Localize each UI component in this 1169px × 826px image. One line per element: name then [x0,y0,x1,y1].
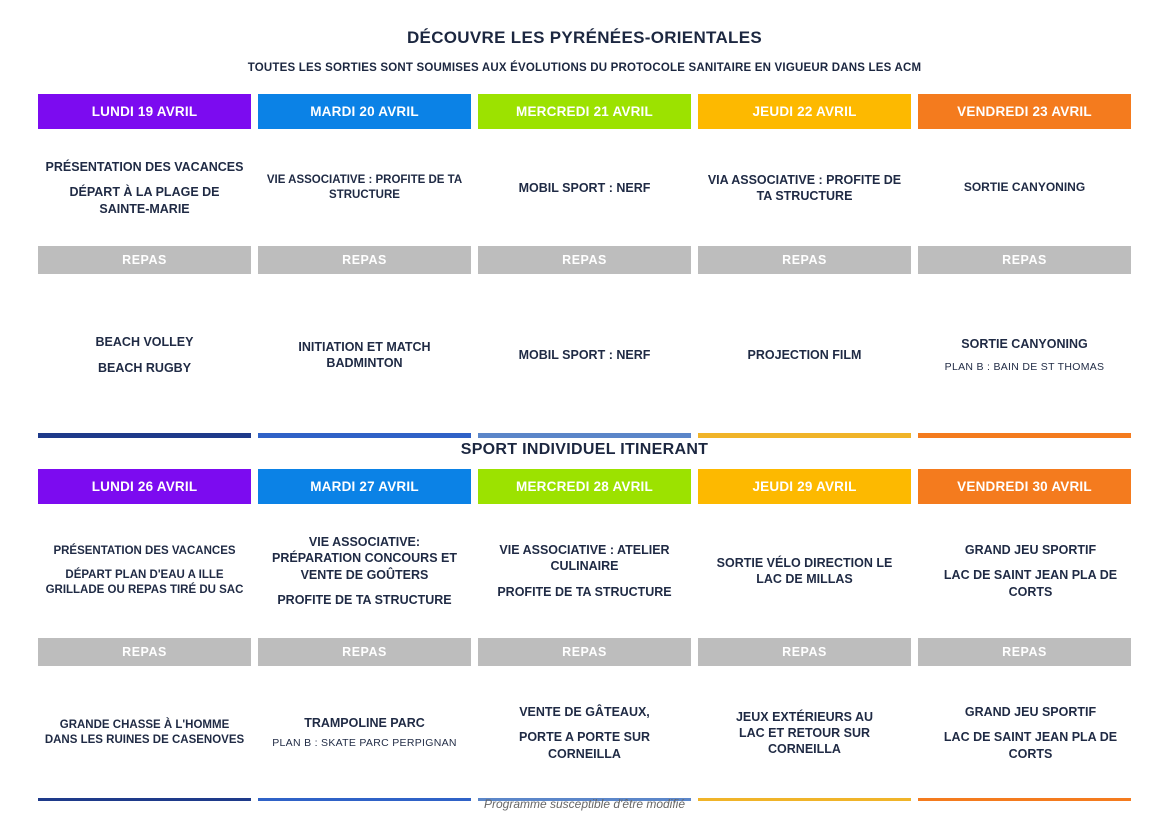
activity-line: VIA ASSOCIATIVE : PROFITE DE TA STRUCTURE [707,172,902,203]
morning-activity [704,510,905,632]
color-bar [478,433,691,438]
morning-activity [264,135,465,241]
morning-activity [44,510,245,632]
activity-line: SORTIE CANYONING [961,336,1088,351]
repas-bar: REPAS [918,638,1131,666]
activity-line: LAC DE SAINT JEAN PLA DE CORTS [943,730,1118,761]
repas-bar: REPAS [918,246,1131,274]
day-header: MERCREDI 21 AVRIL [478,94,691,129]
day-header: MERCREDI 28 AVRIL [478,469,691,504]
afternoon-activity [930,672,1131,794]
morning-activity [930,510,1131,632]
day-header: JEUDI 29 AVRIL [698,469,911,504]
activity-line: GRAND JEU SPORTIF [964,543,1097,558]
repas-bar: REPAS [478,246,691,274]
afternoon-activity [44,672,245,794]
afternoon-activity [484,672,685,794]
activity-line: INITIATION ET MATCH BADMINTON [298,339,431,370]
activity-line: VIE ASSOCIATIVE : PROFITE DE TA STRUCTURE [266,174,463,201]
activity-line: VENTE DE GÂTEAUX, [519,705,650,720]
activity-line: MOBIL SPORT : NERF [518,180,651,195]
afternoon-activity [44,292,245,418]
activity-line: GRAND JEU SPORTIF [964,705,1097,720]
color-bar [698,433,911,438]
activity-line: DÉPART PLAN D'EAU A ILLE GRILLADE OU REPAS TIRÉ DU SAC [45,569,244,596]
afternoon-activity [704,292,905,418]
activity-line: SORTIE VÉLO DIRECTION LE LAC DE MILLAS [716,555,893,586]
activity-line: VIE ASSOCIATIVE : ATELIER CULINAIRE [499,543,670,574]
day-header: MARDI 27 AVRIL [258,469,471,504]
activity-line: VIE ASSOCIATIVE: PRÉPARATION CONCOURS ET VENTE DE GOÛTERS [272,535,457,582]
day-header: LUNDI 26 AVRIL [38,469,251,504]
footer-note: Programme susceptible d'être modifié [483,797,686,811]
activity-line: JEUX EXTÉRIEURS AU LAC ET RETOUR SUR CORNEILLA [735,709,874,757]
page-subtitle: TOUTES LES SORTIES SONT SOUMISES AUX ÉVOLUTIONS DU PROTOCOLE SANITAIRE EN VIGUEUR DANS LES ACM [247,62,922,74]
page-title: DÉCOUVRE LES PYRÉNÉES-ORIENTALES [406,28,762,47]
afternoon-activity [264,292,465,418]
activity-line: PROFITE DE TA STRUCTURE [497,584,672,599]
repas-bar: REPAS [38,638,251,666]
morning-activity [484,135,685,241]
day-header: MARDI 20 AVRIL [258,94,471,129]
color-bar [918,433,1131,438]
day-header: JEUDI 22 AVRIL [698,94,911,129]
afternoon-activity [924,292,1125,418]
activity-line: PROJECTION FILM [747,347,862,362]
repas-bar: REPAS [38,246,251,274]
morning-activity [924,135,1125,241]
activity-line: MOBIL SPORT : NERF [518,347,651,362]
afternoon-activity [704,672,905,794]
morning-activity [44,135,245,241]
activity-line: GRANDE CHASSE À L'HOMME DANS LES RUINES DE CASENOVES [44,719,245,746]
repas-bar: REPAS [258,638,471,666]
day-header: VENDREDI 30 AVRIL [918,469,1131,504]
morning-activity [484,510,685,632]
repas-bar: REPAS [258,246,471,274]
plan-b-note: PLAN B : SKATE PARC PERPIGNAN [272,737,457,750]
day-header: LUNDI 19 AVRIL [38,94,251,129]
activity-line: PRÉSENTATION DES VACANCES [53,545,236,558]
activity-line: BEACH VOLLEY [95,335,194,350]
repas-bar: REPAS [698,638,911,666]
activity-line: PRÉSENTATION DES VACANCES [45,160,244,175]
repas-bar: REPAS [478,638,691,666]
repas-bar: REPAS [698,246,911,274]
activity-line: TRAMPOLINE PARC [304,716,425,731]
activity-line: LAC DE SAINT JEAN PLA DE CORTS [943,568,1118,599]
activity-line: DÉPART À LA PLAGE DE SAINTE-MARIE [69,185,220,216]
color-bar [38,433,251,438]
day-header: VENDREDI 23 AVRIL [918,94,1131,129]
morning-activity [264,510,465,632]
morning-activity [704,135,905,241]
activity-line: PORTE A PORTE SUR CORNEILLA [518,730,651,761]
plan-b-note: PLAN B : BAIN DE ST THOMAS [944,360,1105,373]
activity-line: BEACH RUGBY [97,360,192,375]
afternoon-activity [264,672,465,794]
afternoon-activity [484,292,685,418]
activity-line: SORTIE CANYONING [963,180,1086,195]
color-bar [258,433,471,438]
section-title: SPORT INDIVIDUEL ITINERANT [460,441,709,458]
activity-line: PROFITE DE TA STRUCTURE [277,592,452,607]
